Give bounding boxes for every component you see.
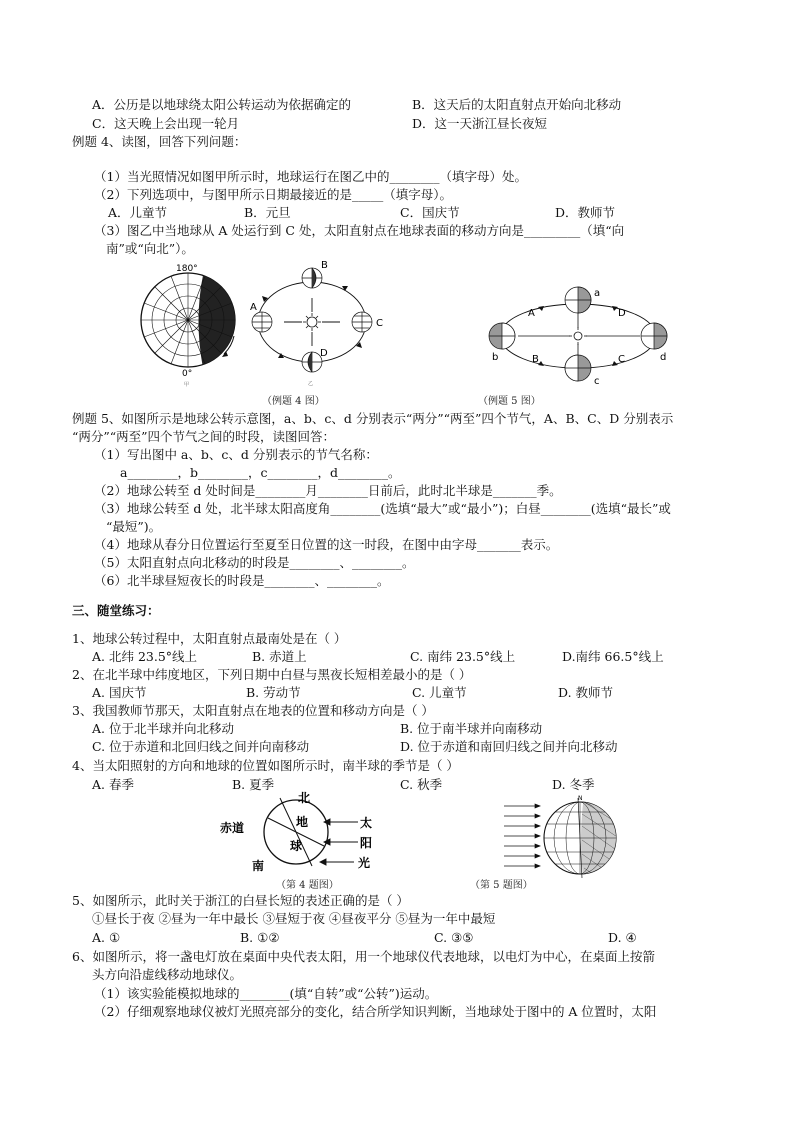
p4-south-label: 南 [252, 859, 265, 873]
p4-equator-label: 赤道 [220, 821, 245, 835]
p1-option-c: C. 南纬 23.5°线上 [410, 649, 516, 664]
ex5-q3-line2: “最短”)。 [106, 519, 162, 534]
ex4-q2: （2）下列选项中，与图甲所示日期最接近的是_____（填字母）。 [94, 187, 452, 202]
p2-option-a: A. 国庆节 [92, 685, 147, 700]
ex4-figure-caption: （例题 4 图） [262, 396, 325, 407]
ex4-q2-option-d: D．教师节 [555, 205, 616, 220]
ex4-q2-option-c: C．国庆节 [400, 205, 460, 220]
p6-line1: 6、如图所示，将一盏电灯放在桌面中央代表太阳，用一个地球仪代表地球，以电灯为中心，在桌面上按箭 [72, 949, 655, 964]
p2-option-c: C. 儿童节 [412, 685, 467, 700]
ex5-figure [484, 280, 674, 388]
ex5-q1: （1）写出图中 a、b、c、d 分别表示的节气名称： [94, 447, 378, 462]
ex3-option-a: A．公历是以地球绕太阳公转运动为依据确定的 [92, 97, 352, 112]
p3-option-a: A. 位于北半球并向北移动 [92, 721, 234, 736]
ex5-q6: （6）北半球昼短夜长的时段是________、________。 [94, 573, 390, 588]
p4-figure-caption: （第 4 题图） [276, 880, 339, 891]
p3-option-d: D. 位于赤道和南回归线之间并向北移动 [400, 739, 618, 754]
p6-q2: （2）仔细观察地球仪被灯光照亮部分的变化，结合所学知识判断，当地球处于图中的 A 位置时，太阳 [94, 1004, 657, 1019]
p5-option-c: C. ③⑤ [434, 930, 474, 945]
yi-label-a: A [250, 302, 257, 313]
p1-option-d: D.南纬 66.5°线上 [562, 649, 664, 664]
ex5-line2: “两分”“两至”四个节气之间的时段，读图回答： [72, 429, 336, 444]
p2-question: 2、在北半球中纬度地区，下列日期中白昼与黑夜长短相差最小的是（ ） [72, 667, 472, 682]
ex4-q2-option-a: A．儿童节 [108, 205, 168, 220]
p4-north-label: 北 [298, 791, 311, 805]
p1-option-b: B. 赤道上 [252, 649, 307, 664]
ex4-q2-option-b: B．元旦 [244, 205, 291, 220]
ex5-q4: （4）地球从春分日位置运行至夏至日位置的这一时段，在图中由字母_______表示。 [94, 537, 559, 552]
ex4-q3-line2: 南”或“向北”）。 [106, 241, 194, 256]
ex4-figure-yi [246, 258, 386, 388]
p5-figure [498, 796, 628, 878]
p1-question: 1、地球公转过程中，太阳直射点最南处是在（ ） [72, 631, 347, 646]
p4-sun-1: 太 [360, 816, 373, 830]
p6-q1: （1）该实验能模拟地球的________(填“自转”或“公转”)运动。 [94, 986, 438, 1001]
p5-option-a: A. ① [92, 930, 121, 945]
ex4-q1: （1）当光照情况如图甲所示时，地球运行在图乙中的________（填字母）处。 [94, 169, 527, 184]
p4-sun-3: 光 [358, 856, 371, 870]
p5-option-b: B. ①② [240, 930, 280, 945]
p4-figure [218, 790, 388, 876]
jia-label: 甲 [184, 382, 190, 388]
p4-sun-2: 阳 [360, 836, 373, 850]
ex5-line1: 例题 5、如图所示是地球公转示意图，a、b、c、d 分别表示“两分”“两至”四个节气，A、B、C、D 分别表示 [72, 411, 674, 426]
p2-option-d: D. 教师节 [558, 685, 614, 700]
ex5-figure-caption: （例题 5 图） [478, 396, 541, 407]
ex5-q1-blanks: a________，b________，c________，d________。 [120, 465, 401, 480]
ex5-point-d: d [660, 352, 667, 363]
p5-option-d: D. ④ [608, 930, 637, 945]
p5-items: ①昼长于夜 ②昼为一年中最长 ③昼短于夜 ④昼夜平分 ⑤昼为一年中最短 [92, 911, 496, 926]
p5-question: 5、如图所示，此时关于浙江的白昼长短的表述正确的是（ ） [72, 893, 409, 908]
p2-option-b: B. 劳动节 [246, 685, 301, 700]
ex5-point-c: c [594, 376, 600, 387]
p4-earth-2: 球 [290, 839, 303, 853]
ex5-seg-b: B [532, 354, 539, 365]
ex3-option-b: B．这天后的太阳直射点开始向北移动 [412, 97, 622, 112]
ex5-seg-a: A [528, 308, 535, 319]
ex5-q3-line1: （3）地球公转至 d 处，北半球太阳高度角________(选填“最大”或“最小”)；白昼________(选填“最长”或 [94, 501, 671, 516]
ex5-q2: （2）地球公转至 d 处时间是________月________日前后，此时北半球是_______季。 [94, 483, 562, 498]
yi-label-d: D [320, 348, 328, 359]
p4-question: 4、当太阳照射的方向和地球的位置如图所示时，南半球的季节是（ ） [72, 758, 459, 773]
ex4-q3-line1: （3）图乙中当地球从 A 处运行到 C 处，太阳直射点在地球表面的移动方向是_________（填“向 [94, 223, 625, 238]
p4-option-d: D. 冬季 [552, 777, 595, 792]
p6-line2: 头方向沿虚线移动地球仪。 [92, 967, 243, 982]
jia-latitude-bottom: 0° [182, 369, 193, 379]
jia-latitude-top: 180° [176, 264, 198, 274]
p4-option-c: C. 秋季 [400, 777, 443, 792]
p4-earth-1: 地 [296, 815, 309, 829]
p1-option-a: A. 北纬 23.5°线上 [92, 649, 198, 664]
yi-label: 乙 [308, 381, 314, 387]
p3-question: 3、我国教师节那天，太阳直射点在地表的位置和移动方向是（ ） [72, 703, 434, 718]
p3-option-c: C. 位于赤道和北回归线之间并向南移动 [92, 739, 310, 754]
p4-option-a: A. 春季 [92, 777, 134, 792]
section-title: 三、随堂练习： [72, 603, 160, 618]
yi-label-c: C [376, 318, 383, 329]
ex5-seg-d: D [618, 308, 626, 319]
ex3-option-c: C．这天晚上会出现一轮月 [92, 116, 240, 131]
ex5-seg-c: C [618, 354, 625, 365]
p5-figure-caption: （第 5 题图） [470, 880, 533, 891]
ex5-point-b: b [492, 352, 499, 363]
ex4-figure-jia [136, 262, 246, 392]
ex5-point-a: a [594, 288, 601, 299]
p4-option-b: B. 夏季 [232, 777, 275, 792]
ex5-q5: （5）太阳直射点向北移动的时段是________、________。 [94, 555, 415, 570]
p5-north-label: N [578, 795, 583, 802]
ex4-title: 例题 4、读图，回答下列问题： [72, 134, 247, 149]
ex3-option-d: D．这一天浙江昼长夜短 [412, 116, 548, 131]
yi-label-b: B [321, 260, 328, 271]
p3-option-b: B. 位于南半球并向南移动 [400, 721, 543, 736]
